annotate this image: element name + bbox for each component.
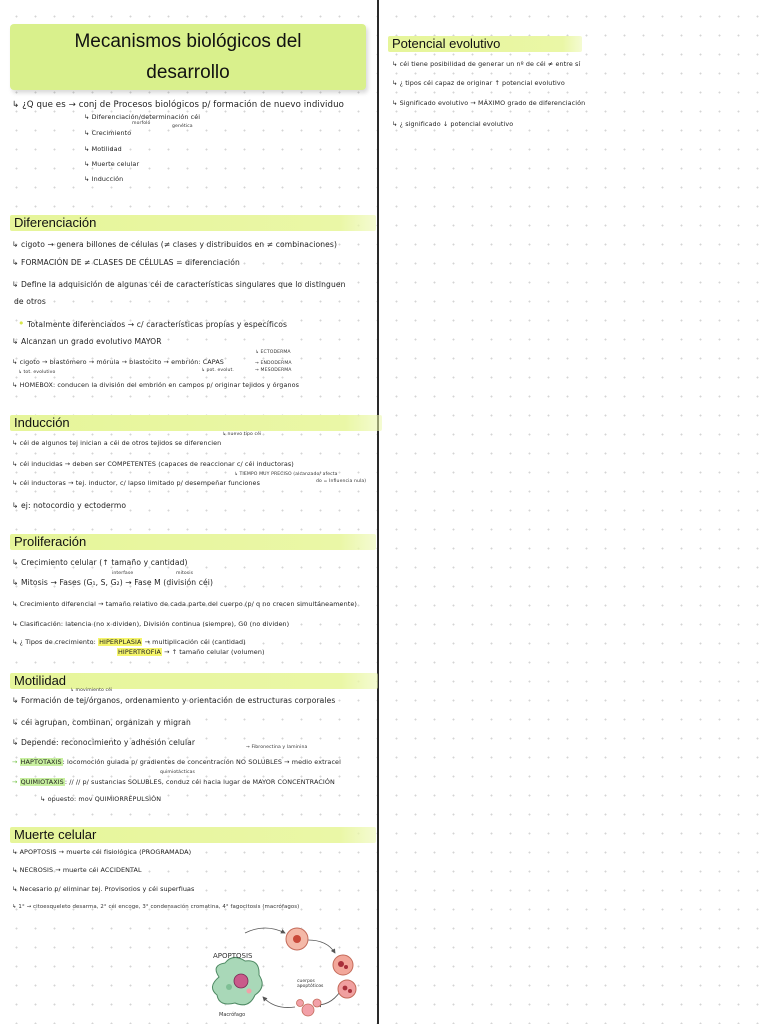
pot-line-2: ↳ ¿ tipos céi capaz de originar ↑ potencial evolutivo: [392, 79, 565, 87]
pot-line-1: ↳ céi tiene posibilidad de generar un nº de céi ≠ entre sí: [392, 60, 581, 68]
pro-line-1: ↳ Crecimiento celular (↑ tamaño y cantidad): [12, 558, 188, 567]
apoptosis-diagram-icon: [205, 915, 380, 1020]
intro-item-3: ↳ Motilidad: [84, 145, 122, 153]
intro-sub-2: genética: [172, 124, 193, 129]
page-title: [74, 26, 301, 88]
intro-item-4: ↳ Muerte celular: [84, 160, 140, 168]
heading-potencial-evolutivo: Potencial evolutivo: [388, 36, 582, 52]
mot-line-5c: : // // p/ sustancias SOLUBLES, conduz céi hacia lugar de MAYOR CONCENTRACIÓN: [64, 778, 335, 786]
mot-line-2: ↳ céi agrupan, combinan, organizan y migran: [12, 718, 191, 727]
dif-line-6a: ↳ tot. evolutivo: [18, 370, 56, 375]
intro-sub-1: morfoló: [132, 121, 151, 126]
intro-item-5: ↳ Inducción: [84, 175, 124, 183]
dif-line-5: ↳ Alcanzan un grado evolutivo MAYOR: [12, 337, 162, 346]
ind-line-3b: do = Influencia nula): [316, 479, 367, 484]
green-arrow-icon: →: [12, 758, 18, 766]
pro-line-2: ↳ Mitosis → Fases (G₁, S, G₂) → Fase M (división céi): [12, 578, 214, 587]
mot-line-4c: : locomoción guiada p/ gradientes de concentración NO SOLUBLES → medio extracel: [62, 758, 341, 766]
ind-line-3: ↳ céi inductoras → tej. inductor, c/ lapso limitado p/ desempeñar funciones: [12, 479, 260, 487]
pot-line-3: ↳ Significado evolutivo → MÁXIMO grado de diferenciación: [392, 99, 586, 107]
heading-proliferacion: Proliferación: [10, 534, 376, 550]
dif-line-6c: → ENDODERMA: [255, 361, 292, 366]
mot-line-4d: quimiotácticas: [160, 770, 196, 775]
ind-line-1a: ↳ nuevo tipo céi: [222, 432, 262, 437]
quimiotaxis-label: QUIMIOTAXIS: [20, 778, 64, 786]
page-divider: [377, 0, 379, 1024]
pot-line-4: ↳ ¿ significado ↓ potencial evolutivo: [392, 120, 514, 128]
mot-line-6: ↳ opuesto: mov QUIMIORREPULSIÓN: [40, 795, 162, 803]
yellow-dot-icon: •: [18, 317, 25, 330]
dif-line-7: ↳ HOMEBOX: conducen la división del embrión en campos p/ originar tejidos y órganos: [12, 381, 300, 389]
dif-line-4-text: Totalmente diferenciados → c/ características propias y específicos: [27, 320, 288, 329]
pro-line-2b: mitosis: [176, 571, 194, 576]
ind-line-1: ↳ céi de algunos tej inician a céi de otros tejidos se diferencien: [12, 439, 222, 447]
dif-line-1: ↳ cigoto → genera billones de células (≠ clases y distribuidos en ≠ combinaciones): [12, 240, 338, 249]
intro-item-1: ↳ Diferenciación/determinación céi: [84, 113, 201, 121]
mot-line-1: ↳ Formación de tej/órganos, ordenamiento y orientación de estructuras corporales: [12, 696, 336, 705]
ind-line-3a: ↳ TIEMPO MUY PRECISO (alcanzado/ afecta: [234, 472, 338, 477]
hiperplasia-label: HIPERPLASIA: [99, 638, 142, 646]
dif-line-3a: ↳ Define la adquisición de algunas céi de características singulares que lo distinguen: [12, 280, 346, 289]
pro-line-4: ↳ Clasificación: latencia (no x dividen), División continua (siempre), G0 (no dividen): [12, 620, 290, 628]
dif-line-6b: ↳ ECTODERMA: [255, 350, 291, 355]
mot-line-5: [12, 778, 335, 786]
dif-line-2: ↳ FORMACIÓN DE ≠ CLASES DE CÉLULAS = diferenciación: [12, 258, 240, 267]
title-line-2: desarrollo: [146, 62, 230, 83]
intro-definition: ↳ ¿Q que es → conj de Procesos biológicos p/ formación de nuevo individuo: [12, 100, 345, 110]
heading-motilidad: Motilidad: [10, 673, 378, 689]
mue-line-2: ↳ NECROSIS → muerte céi ACCIDENTAL: [12, 866, 142, 874]
dif-line-6e: ↳ pot. evolut.: [201, 368, 234, 373]
mot-line-3: ↳ Depende: reconocimiento y adhesión celular: [12, 738, 196, 747]
dif-line-4: [18, 317, 287, 330]
haptotaxis-label: HAPTOTAXIS: [20, 758, 62, 766]
green-arrow-icon: →: [12, 778, 18, 786]
mue-line-3: ↳ Necesario p/ eliminar tej. Provisorios y céi superfluas: [12, 885, 195, 893]
title-line-1: Mecanismos biológicos del: [74, 31, 302, 52]
ind-line-4: ↳ ej: notocordio y ectodermo: [12, 501, 127, 510]
macrophage-label: Macrófago: [219, 1012, 246, 1018]
heading-muerte-celular: Muerte celular: [10, 827, 376, 843]
mue-line-1: ↳ APOPTOSIS → muerte céi fisiológica (PROGRAMADA): [12, 848, 192, 856]
apoptosis-illustration: [205, 915, 380, 1020]
mue-line-4: ↳ 1° → citoesqueleto desarma, 2° céi encoge, 3° condensación cromatina, 4° fagocitosis (macrófagos): [12, 904, 300, 910]
dif-line-6d: → MESODERMA: [255, 368, 292, 373]
pro-line-5: [12, 638, 246, 646]
apoptosis-illus-title: APOPTOSIS: [213, 952, 253, 960]
ind-line-2: ↳ céi inducidas → deben ser COMPETENTES (capaces de reaccionar c/ céi inductoras): [12, 460, 294, 468]
dif-line-6: ↳ cigoto → blastómero → mórula → blastocito → embrión: CAPAS: [12, 358, 224, 366]
heading-diferenciacion: Diferenciación: [10, 215, 376, 231]
dif-line-3b: de otros: [14, 297, 46, 306]
mot-line-4: [12, 758, 341, 766]
apoptotic-bodies-label: cuerpos apoptóticos: [297, 979, 324, 989]
mot-line-3a: → Fibronectina y laminina: [246, 745, 308, 750]
pro-line-6: [117, 648, 265, 656]
pro-line-5a: ↳ ¿ Tipos de crecimiento:: [12, 638, 96, 646]
pro-line-2a: interfase: [112, 571, 134, 576]
title-box: [10, 24, 366, 90]
pro-line-5c: → multiplicación céi (cantidad): [144, 638, 246, 646]
pro-line-3: ↳ Crecimiento diferencial → tamaño relativo de cada parte del cuerpo (p/ q no crecen simultáneamente): [12, 600, 357, 608]
hipertrofia-label: HIPERTROFIA: [118, 648, 161, 656]
mot-line-1a: ↳ movimiento céi: [70, 688, 113, 693]
heading-induccion: Inducción: [10, 415, 382, 431]
pro-line-6b: → ↑ tamaño celular (volumen): [164, 648, 265, 656]
intro-item-2: ↳ Crecimiento: [84, 129, 132, 137]
